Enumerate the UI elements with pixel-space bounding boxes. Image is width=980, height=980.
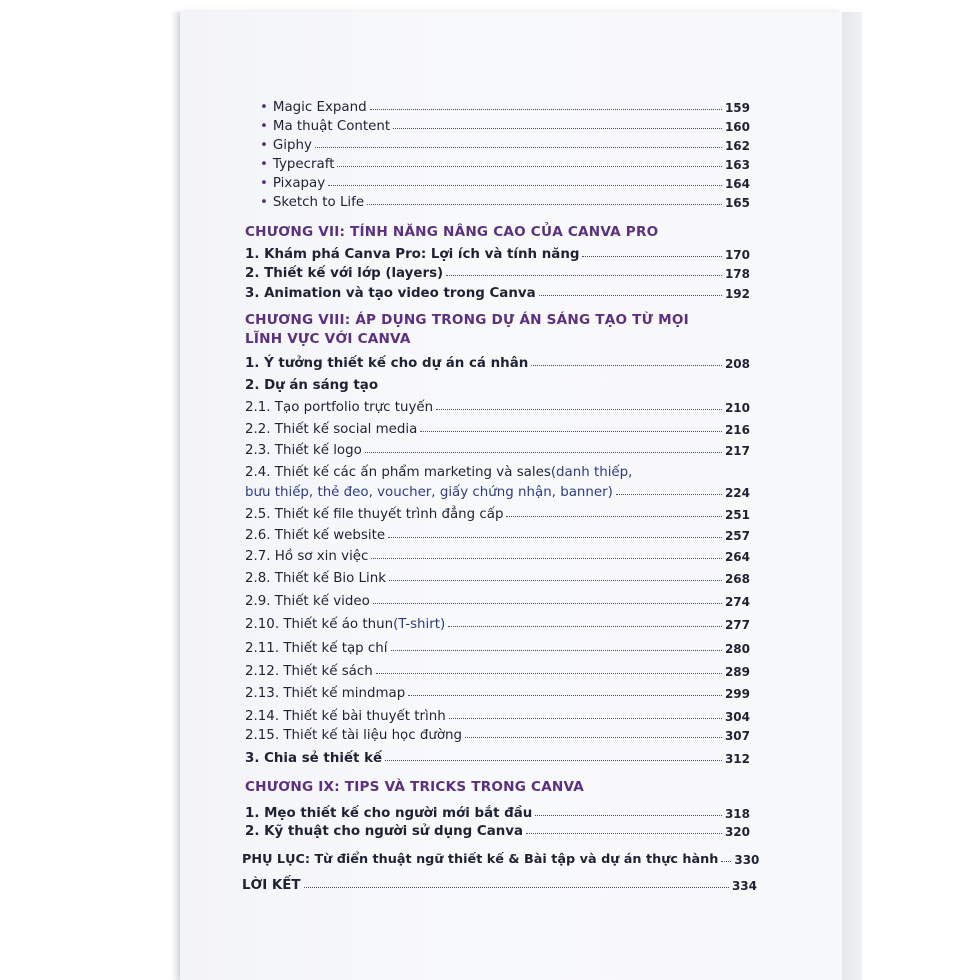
leader-dots: [531, 365, 722, 366]
chapter-heading[interactable]: CHƯƠNG IX: TIPS VÀ TRICKS TRONG CANVA: [245, 779, 585, 795]
entry-page: 268: [724, 572, 750, 586]
entry-label: 2. Thiết kế với lớp (layers): [245, 266, 444, 281]
leader-dots: [388, 537, 722, 538]
entry-label: 2.9. Thiết kế video: [245, 594, 370, 609]
leader-dots: [365, 452, 722, 453]
entry-label: 2.12. Thiết kế sách: [245, 664, 373, 679]
entry-label: 2.10. Thiết kế áo thun: [245, 617, 394, 632]
entry-page: 160: [724, 120, 750, 134]
toc-entry[interactable]: [245, 612, 750, 632]
toc-entry[interactable]: [245, 681, 750, 701]
leader-dots: [436, 409, 722, 410]
entry-label: 2.2. Thiết kế social media: [245, 422, 418, 437]
entry-label: LỜI KẾT: [242, 878, 301, 893]
toc-entry[interactable]: [245, 395, 750, 415]
toc-entry[interactable]: [245, 438, 750, 458]
leader-dots: [391, 650, 722, 651]
entry-page: 170: [724, 248, 750, 262]
entry-page: 217: [724, 444, 750, 458]
entry-page: 307: [724, 729, 750, 743]
entry-label: 2.6. Thiết kế website: [245, 528, 386, 543]
entry-label: Sketch to Life: [272, 195, 365, 210]
entry-page: 280: [724, 642, 750, 656]
entry-page: 312: [724, 752, 750, 766]
toc-entry[interactable]: [245, 242, 750, 262]
entry-label: 2.8. Thiết kế Bio Link: [245, 571, 386, 586]
toc-entry[interactable]: [260, 95, 750, 115]
entry-label: Giphy: [272, 138, 312, 153]
entry-page: 264: [724, 550, 750, 564]
entry-label: 2.1. Tạo portfolio trực tuyến: [245, 400, 434, 415]
leader-dots: [721, 861, 731, 862]
leader-dots: [371, 558, 722, 559]
entry-label: 2.13. Thiết kế mindmap: [245, 686, 406, 701]
leader-dots: [315, 147, 722, 148]
leader-dots: [367, 204, 722, 205]
entry-label: Pixapay: [272, 176, 326, 191]
entry-label: 2. Dự án sáng tạo: [245, 378, 379, 393]
entry-page: 251: [724, 508, 750, 522]
entry-label: 1. Khám phá Canva Pro: Lợi ích và tính năng: [245, 247, 580, 262]
entry-page: 330: [734, 853, 760, 867]
bullet-icon: •: [260, 138, 268, 153]
leader-dots: [526, 833, 722, 834]
entry-label: Typecraft: [272, 157, 335, 172]
leader-dots: [446, 275, 722, 276]
entry-page: 192: [724, 287, 750, 301]
leader-dots: [389, 580, 722, 581]
entry-page: 289: [724, 665, 750, 679]
toc-entry[interactable]: [245, 523, 750, 543]
bullet-icon: •: [260, 176, 268, 191]
entry-label: 2.14. Thiết kế bài thuyết trình: [245, 709, 446, 724]
entry-label: 2.5. Thiết kế file thuyết trình đẳng cấp: [245, 507, 504, 522]
toc-entry[interactable]: [245, 589, 750, 609]
leader-dots: [328, 185, 722, 186]
toc-entry[interactable]: [245, 746, 750, 766]
leader-dots: [449, 718, 722, 719]
leader-dots: [420, 431, 722, 432]
entry-page: 224: [724, 486, 750, 500]
leader-dots: [616, 494, 722, 495]
chapter-heading[interactable]: CHƯƠNG VII: TÍNH NĂNG NÂNG CAO CỦA CANVA PRO: [245, 224, 659, 240]
leader-dots: [385, 760, 722, 761]
toc-entry[interactable]: [245, 723, 750, 743]
entry-label: PHỤ LỤC: Từ điển thuật ngữ thiết kế & Bài tập và dự án thực hành: [242, 852, 719, 867]
entry-page: 163: [724, 158, 750, 172]
toc-entry[interactable]: [260, 114, 750, 134]
bullet-icon: •: [260, 100, 268, 115]
entry-page: 165: [724, 196, 750, 210]
entry-page: 208: [724, 357, 750, 371]
toc-entry[interactable]: [245, 659, 750, 679]
bullet-icon: •: [260, 157, 268, 172]
entry-label: Magic Expand: [272, 100, 367, 115]
entry-page: 320: [724, 825, 750, 839]
toc-entry[interactable]: [245, 373, 750, 393]
leader-dots: [373, 603, 722, 604]
entry-page: 318: [724, 807, 750, 821]
leader-dots: [376, 673, 722, 674]
toc-entry[interactable]: [260, 152, 750, 172]
leader-dots: [448, 626, 722, 627]
entry-label: 1. Ý tưởng thiết kế cho dự án cá nhân: [245, 356, 529, 371]
chapter-heading[interactable]: CHƯƠNG VIII: ÁP DỤNG TRONG DỰ ÁN SÁNG TẠO TỪ MỌI: [245, 312, 689, 328]
entry-page: 178: [724, 267, 750, 281]
entry-page: 299: [724, 687, 750, 701]
toc-entry[interactable]: [260, 133, 750, 153]
toc-entry[interactable]: [260, 171, 750, 191]
toc-entry[interactable]: [245, 566, 750, 586]
entry-label-highlight: (T-shirt): [393, 617, 446, 632]
entry-label: 2. Kỹ thuật cho người sử dụng Canva: [245, 824, 524, 839]
chapter-heading-continued[interactable]: LĨNH VỰC VỚI CANVA: [245, 331, 411, 347]
toc-entry[interactable]: [245, 544, 750, 564]
entry-page: 304: [724, 710, 750, 724]
toc-entry[interactable]: [245, 351, 750, 371]
entry-page: 162: [724, 139, 750, 153]
leader-dots: [337, 166, 721, 167]
toc-entry[interactable]: [245, 502, 750, 522]
toc-entry[interactable]: [245, 636, 750, 656]
entry-label: 2.15. Thiết kế tài liệu học đường: [245, 728, 463, 743]
toc-entry-line1[interactable]: [245, 460, 750, 480]
toc-entry[interactable]: [245, 281, 750, 301]
leader-dots: [582, 256, 721, 257]
entry-label-highlight: (danh thiếp,: [550, 465, 633, 480]
entry-label: 2.4. Thiết kế các ấn phẩm marketing và sales: [245, 465, 551, 480]
toc-entry[interactable]: [260, 190, 750, 210]
toc-entry[interactable]: [245, 801, 750, 821]
entry-page: 210: [724, 401, 750, 415]
entry-page: 164: [724, 177, 750, 191]
leader-dots: [506, 516, 721, 517]
leader-dots: [304, 887, 729, 888]
bullet-icon: •: [260, 119, 268, 134]
entry-label: 2.3. Thiết kế logo: [245, 443, 362, 458]
bullet-icon: •: [260, 195, 268, 210]
toc-entry[interactable]: [245, 704, 750, 724]
toc-entry[interactable]: [245, 819, 750, 839]
entry-page: 274: [724, 595, 750, 609]
leader-dots: [535, 815, 722, 816]
leader-dots: [539, 295, 722, 296]
toc-entry[interactable]: [245, 417, 750, 437]
entry-label: 2.11. Thiết kế tạp chí: [245, 641, 388, 656]
entry-label: 1. Mẹo thiết kế cho người mới bắt đầu: [245, 806, 533, 821]
entry-page: 257: [724, 529, 750, 543]
toc-entry[interactable]: [242, 873, 757, 893]
leader-dots: [465, 737, 722, 738]
entry-page: 159: [724, 101, 750, 115]
leader-dots: [370, 109, 722, 110]
entry-page: 277: [724, 618, 750, 632]
entry-label: Ma thuật Content: [272, 119, 391, 134]
entry-label-highlight: bưu thiếp, thẻ đeo, voucher, giấy chứng nhận, banner): [245, 485, 613, 500]
entry-label: 3. Animation và tạo video trong Canva: [245, 286, 536, 301]
toc-entry-line2[interactable]: [245, 480, 750, 500]
entry-label: 2.7. Hồ sơ xin việc: [245, 549, 369, 564]
entry-page: 334: [731, 879, 757, 893]
entry-label: 3. Chia sẻ thiết kế: [245, 751, 383, 766]
toc-entry[interactable]: [242, 847, 760, 867]
leader-dots: [408, 695, 722, 696]
toc-entry[interactable]: [245, 261, 750, 281]
leader-dots: [393, 128, 722, 129]
entry-page: 216: [724, 423, 750, 437]
